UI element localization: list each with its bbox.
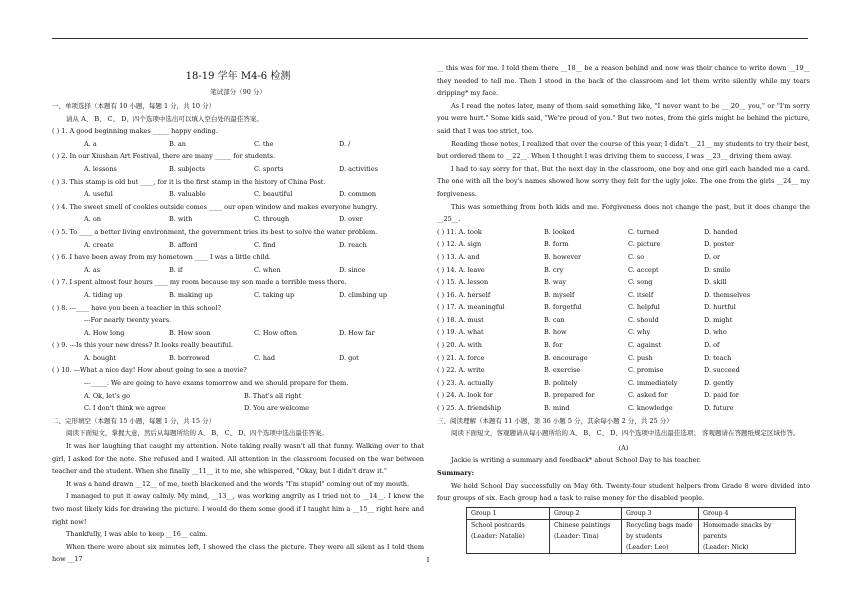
option: A. a xyxy=(84,139,97,148)
option: ( ) 12. A. sign xyxy=(437,240,482,249)
option: B. form xyxy=(544,240,569,249)
option: D. / xyxy=(339,139,351,148)
option: C. accept xyxy=(628,265,659,274)
section2-instruction: 阅读下面短文，掌握大意，然后从每题所给的 A、 B、 C、 D、四个选项中选出最佳答案。 xyxy=(66,429,328,438)
answer-row xyxy=(437,314,810,327)
option: A. bought xyxy=(84,353,117,362)
answer-row xyxy=(437,276,810,289)
option: B. myself xyxy=(544,290,575,299)
option: D. poster xyxy=(704,240,735,249)
option: C. helpful xyxy=(628,303,660,312)
cloze-options-list xyxy=(437,226,810,415)
option: C. picture xyxy=(628,240,661,249)
option: ( ) 15. A. lesson xyxy=(437,278,489,287)
option: D. skill xyxy=(704,278,727,287)
groups-table xyxy=(466,507,796,554)
passage-paragraph: Reading those notes, I realized that over the course of this year, I didn't __21__ my students to try their best, but ordered them to __22__. When I thought I was driving them to success, I was __23__ driving them away. xyxy=(437,139,810,161)
option: D. who xyxy=(704,328,727,337)
mcq-list xyxy=(52,125,424,415)
answer-row xyxy=(437,339,810,352)
option: C. sports xyxy=(254,164,284,173)
option: C. song xyxy=(628,278,653,287)
option: B. politely xyxy=(544,378,578,387)
section3-heading: 三、阅读理解（本题有 11 小题，第 36 小题 5 分，其余每小题 2 分，共 25 分） xyxy=(437,416,673,425)
passage-paragraph: This was something from both kids and me. Forgiveness does not change the past, but it does change the __25__. xyxy=(437,202,810,224)
option: C. beautiful xyxy=(254,190,293,199)
answer-row xyxy=(437,226,810,239)
option: D. themselves xyxy=(704,290,751,299)
passage-paragraph: I managed to put it away calmly. My mind, __13__, was working angrily as I tried not to __14__. I knew the two most likely kids for drawing the picture. I would do them some good if I taught him a __15__ right here and right now! xyxy=(52,492,424,526)
section2-heading: 二、完形填空（本题有 15 小题，每题 1 分，共 15 分） xyxy=(52,416,216,425)
option: D. common xyxy=(339,190,377,199)
table-header-cell: Group 1 xyxy=(467,507,550,519)
option: B. however xyxy=(544,252,582,261)
table-cell: School postcards (Leader: Natalie) xyxy=(467,519,550,553)
option: B. That's all right xyxy=(244,391,302,400)
option: D. over xyxy=(339,215,363,224)
section3-instruction: 阅读下面短文，客观题请从每小题所给的 A、 B、 C、 D、四个选项中选出最佳选项； 客观题请在答题纸规定区域作答。 xyxy=(451,429,800,438)
header-rule xyxy=(52,38,808,39)
answer-row xyxy=(437,238,810,251)
option: C. How often xyxy=(254,328,298,337)
option: ( ) 14. A. leave xyxy=(437,265,485,274)
cloze-passage-left xyxy=(52,440,424,566)
option: C. asked for xyxy=(628,391,668,400)
option: ( ) 24. A. look for xyxy=(437,391,493,400)
option: ( ) 17. A. meaningful xyxy=(437,303,505,312)
question-stem: ( ) 6. I have been away from my hometown ____ I was a little child. xyxy=(52,253,271,262)
option: C. taking up xyxy=(254,290,295,299)
option: ( ) 16. A. herself xyxy=(437,290,491,299)
option: A. as xyxy=(84,265,101,274)
option: B. way xyxy=(544,278,567,287)
option: D. or xyxy=(704,252,721,261)
cloze-passage-right xyxy=(437,62,810,226)
option: D. activities xyxy=(339,164,378,173)
option: A. How long xyxy=(84,328,125,337)
section1-heading: 一、单项选择（本题有 10 小题，每题 1 分，共 10 分） xyxy=(52,102,216,110)
question-stem: ( ) 1. A good beginning makes _____ happy ending. xyxy=(52,127,218,136)
option: B. mind xyxy=(544,404,570,413)
option: D. How far xyxy=(339,328,375,337)
passage-label: (A) xyxy=(618,443,629,452)
question-stem: ( ) 2. In our Xiushan Art Festival, there are many _____ for students. xyxy=(52,152,276,161)
question-stem: ( ) 3. This stamp is old but ____, for it is the first stamp in the history of China Post. xyxy=(52,177,326,186)
option: B. subjects xyxy=(169,164,206,173)
left-column xyxy=(52,62,424,566)
option-row xyxy=(52,327,424,340)
option: D. future xyxy=(704,404,734,413)
option: D. of xyxy=(704,341,720,350)
option: C. immediately xyxy=(628,378,678,387)
option: B. for xyxy=(544,341,563,350)
option: D. since xyxy=(339,265,366,274)
answer-row xyxy=(437,289,810,302)
option: C. itself xyxy=(628,290,654,299)
option: ( ) 18. A. must xyxy=(437,315,484,324)
table-row xyxy=(467,507,796,519)
passage-paragraph: Thankfully, I was able to keep __16__ calm. xyxy=(66,530,208,539)
option: B. forgetful xyxy=(544,303,582,312)
table-header-cell: Group 3 xyxy=(622,507,699,519)
passage-paragraph: It was a hand drawn __12__ of me, teeth blackened and the words "I'm stupid" coming out of my mouth. xyxy=(66,479,410,488)
passage-paragraph: When there were about six minutes left, I showed the class the picture. They were all silent as I told them how __17 xyxy=(52,542,424,564)
option: D. handed xyxy=(704,227,738,236)
option-row xyxy=(52,390,424,403)
option: C. should xyxy=(628,315,659,324)
answer-row xyxy=(437,364,810,377)
option: C. so xyxy=(628,252,645,261)
option: D. succeed xyxy=(704,366,740,375)
option-row xyxy=(52,213,424,226)
option: A. Ok, let's go xyxy=(84,391,131,400)
passage-paragraph: As I read the notes later, many of them said something like, "I never want to be __ 20__ you," or "I'm sorry you were hurt." Some kids said, "We're proud of you." But two notes, from the girls might be behind the picture, said that I was too strict, too. xyxy=(437,101,810,135)
answer-row xyxy=(437,377,810,390)
exam-title: 18-19 学年 M4-6 检测 xyxy=(185,71,291,82)
answer-row xyxy=(437,389,810,402)
right-column xyxy=(437,62,810,554)
option: D. climbing up xyxy=(339,290,388,299)
question-stem: ( ) 4. The sweet smell of cookies outside comes ____ our open window and makes everyone hungry. xyxy=(52,202,378,211)
table-cell: Recycling bags made by students (Leader: Leo) xyxy=(622,519,699,553)
option: A. lessons xyxy=(84,164,117,173)
option: D. gently xyxy=(704,378,734,387)
option: B. making up xyxy=(169,290,213,299)
option: C. against xyxy=(628,341,661,350)
option: B. encourage xyxy=(544,353,588,362)
question-extra: ---For nearly twenty years. xyxy=(84,316,172,325)
option: D. smile xyxy=(704,265,731,274)
option-row xyxy=(52,402,424,415)
option: C. why xyxy=(628,328,651,337)
option: B. looked xyxy=(544,227,575,236)
answer-row xyxy=(437,264,810,277)
option: C. promise xyxy=(628,366,664,375)
option: ( ) 19. A. what xyxy=(437,328,484,337)
table-header-cell: Group 4 xyxy=(699,507,796,519)
option: B. valuable xyxy=(169,190,206,199)
table-cell: Homemade snacks by parents (Leader: Nick) xyxy=(699,519,796,553)
option-row xyxy=(52,264,424,277)
option-row xyxy=(52,352,424,365)
option: B. How soon xyxy=(169,328,211,337)
option: C. the xyxy=(254,139,274,148)
option: ( ) 25. A. friendship xyxy=(437,404,501,413)
option: A. create xyxy=(84,240,114,249)
page-number: 1 xyxy=(426,556,431,564)
option-row xyxy=(52,188,424,201)
option: D. You are welcome xyxy=(244,404,309,413)
question-stem: ( ) 5. To ____ a better living environment, the government tries its best to solve the water problem. xyxy=(52,227,378,236)
option: A. on xyxy=(84,215,101,224)
passage-paragraph: It was her laughing that caught my attention. Note taking really wasn't all that funny. Walking over to that girl, I asked for the note. She refused and I waited. All attention in the classroom focused on the war between teacher and the student. When she finally __11__ it to me, she whispered, "Okay, but I didn't draw it." xyxy=(52,442,424,476)
option: C. turned xyxy=(628,227,659,236)
question-stem: ( ) 8. ---____ have you been a teacher in this school? xyxy=(52,303,222,312)
answer-row xyxy=(437,326,810,339)
table-cell: Chinese paintings (Leader: Tina) xyxy=(550,519,622,553)
option: C. push xyxy=(628,353,653,362)
option: D. reach xyxy=(339,240,367,249)
passage-intro: Jackie is writing a summary and feedback* about School Day to his teacher. xyxy=(451,456,701,465)
option: B. prepared for xyxy=(544,391,595,400)
option: B. afford xyxy=(169,240,198,249)
table-row xyxy=(467,519,796,553)
option: ( ) 21. A. force xyxy=(437,353,485,362)
passage-paragraph: __ this was for me. I told them there __18__ be a reason behind and now was their chance to write down __19__ they needed to tell me. Then I stood in the back of the classroom and let them write silently while my tears dripping* my face. xyxy=(437,64,810,98)
option: D. got xyxy=(339,353,359,362)
option: ( ) 22. A. write xyxy=(437,366,485,375)
option: C. had xyxy=(254,353,276,362)
option-row xyxy=(52,163,424,176)
answer-row xyxy=(437,352,810,365)
table-header-cell: Group 2 xyxy=(550,507,622,519)
option: ( ) 11. A. took xyxy=(437,227,482,236)
option: D. might xyxy=(704,315,733,324)
option: C. find xyxy=(254,240,276,249)
option: B. an xyxy=(169,139,186,148)
option: B. can xyxy=(544,315,565,324)
option: B. with xyxy=(169,215,193,224)
question-stem: ( ) 10. ---What a nice day! How about going to see a movie? xyxy=(52,366,247,375)
option: A. useful xyxy=(84,190,113,199)
option: C. through xyxy=(254,215,290,224)
option: D. hurtful xyxy=(704,303,736,312)
passage-paragraph: I had to say sorry for that. But the next day in the classroom, one boy and one girl each handed me a card. The one with all the boy's names showed how sorry they felt for the ugly joke. The one from the girls __24__ my forgiveness. xyxy=(437,164,810,198)
option: B. if xyxy=(169,265,183,274)
option: B. how xyxy=(544,328,567,337)
question-stem: ( ) 7. I spent almost four hours ____ my room because my son made a terrible mess there. xyxy=(52,278,347,287)
summary-text: We held School Day successfully on May 6th. Twenty-four student helpers from Grade 8 were divided into four groups of six. Each group had a task to raise money for the disabled people. xyxy=(437,481,810,503)
option: C. when xyxy=(254,265,281,274)
option: ( ) 20. A. with xyxy=(437,341,482,350)
option: A. tiding up xyxy=(84,290,123,299)
exam-subtitle: 笔试部分（90 分） xyxy=(210,88,266,96)
summary-label: Summary: xyxy=(437,469,474,477)
answer-row xyxy=(437,301,810,314)
option: B. cry xyxy=(544,265,564,274)
option-row xyxy=(52,138,424,151)
option: ( ) 23. A. actually xyxy=(437,378,494,387)
option: D. paid for xyxy=(704,391,739,400)
question-stem: ( ) 9. ---Is this your new dress? It looks really beautiful. xyxy=(52,341,233,350)
option: B. exercise xyxy=(544,366,581,375)
option: C. I don't think we agree xyxy=(84,404,166,413)
option: B. borrowed xyxy=(169,353,210,362)
option: C. knowledge xyxy=(628,404,673,413)
option-row xyxy=(52,289,424,302)
option: ( ) 13. A. and xyxy=(437,252,480,261)
answer-row xyxy=(437,251,810,264)
option: D. teach xyxy=(704,353,732,362)
question-extra: ---_____. We are going to have exams tomorrow and we should prepare for them. xyxy=(84,379,349,388)
section1-instruction: 请从 A、 B、 C、 D、四个选项中选出可以填入空白处的最佳答案。 xyxy=(66,114,263,123)
answer-row xyxy=(437,402,810,415)
option-row xyxy=(52,239,424,252)
